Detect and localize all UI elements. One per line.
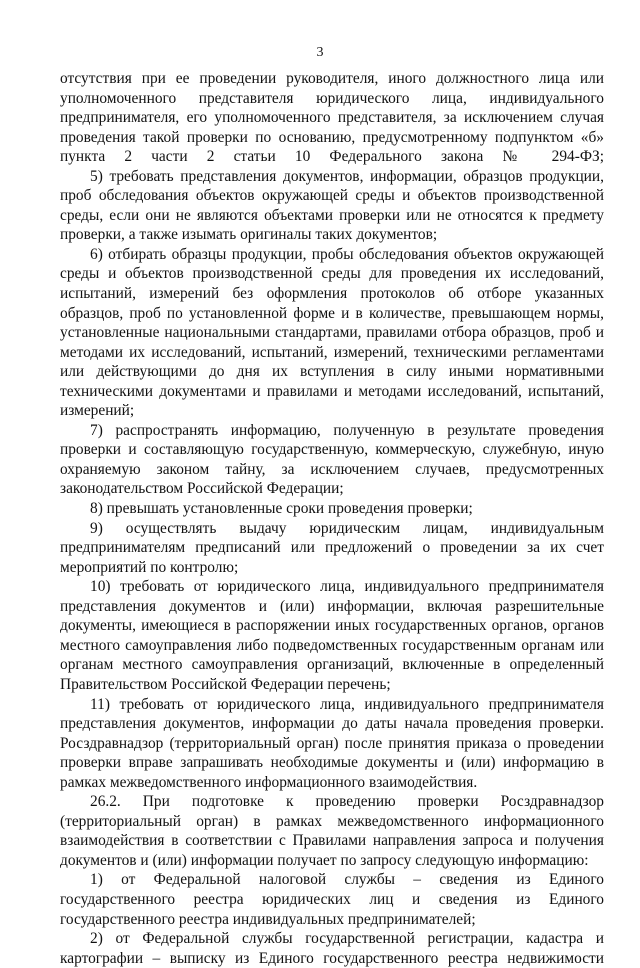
body-text bbox=[60, 69, 604, 968]
paragraph-section-26-2: 26.2. При подготовке к проведению проверки Росздравнадзор (территориальный орган) в рамках межведомственного информационного взаимодействия в соответствии с Правилами направления запроса и получения документов и (или) информации получает по запросу следующую информацию: bbox=[60, 793, 604, 869]
paragraph-item-8: 8) превышать установленные сроки проведения проверки; bbox=[90, 500, 473, 518]
paragraph-item-5: 5) требовать представления документов, информации, образцов продукции, проб обследования объектов окружающей среды и объектов производственной среды, если они не являются объектами проверки или не относятся к предмету проверки, а также изымать оригиналы таких документов; bbox=[60, 167, 604, 244]
paragraph-item-6: 6) отбирать образцы продукции, пробы обследования объектов окружающей среды и объектов производственной среды для проведения их исследований, испытаний, измерений без оформления протоколов об отборе указанных образцов, проб по установленной форме и в количестве, превышающем нормы, установленные национальными стандартами, правилами отбора образцов, проб и методами их исследований, испытаний, измерений, техническими регламентами или действующими до дня их вступления в силу иными нормативными техническими документами и правилами и методами исследований, испытаний, измерений; bbox=[60, 245, 604, 420]
paragraph-item-11: 11) требовать от юридического лица, индивидуального предпринимателя представления документов, информации до даты начала проведения проверки. Росздравнадзор (территориальный орган) после принятия приказа о проведении проверки вправе запрашивать необходимые документы и (или) информацию в рамках межведомственного информационного взаимодействия. bbox=[60, 695, 604, 791]
paragraph-item-10: 10) требовать от юридического лица, индивидуального предпринимателя представления документов и (или) информации, включая разрешительные документы, имеющиеся в распоряжении иных государственных органов, органов местного самоуправления либо подведомственных государственным органам или органам местного самоуправления организаций, включенные в определенный Правительством Российской Федерации перечень; bbox=[60, 578, 604, 693]
paragraph-item-7: 7) распространять информацию, полученную в результате проведения проверки и составляющую государственную, коммерческую, служебную, иную охраняемую законом тайну, за исключением случаев, предусмотренных законодательством Российской Федерации; bbox=[60, 421, 604, 498]
paragraph-continuation: отсутствия при ее проведении руководителя, иного должностного лица или уполномоченного представителя юридического лица, индивидуального предпринимателя, его уполномоченного представителя, за исключением случая проведения такой проверки по основанию, предусмотренному подпунктом «б» пункта 2 части 2 статьи 10 Федерального закона № 294-ФЗ; bbox=[60, 70, 604, 166]
paragraph-subitem-2: 2) от Федеральной службы государственной регистрации, кадастра и картографии – выписку из Единого государственного реестра недвижимости bbox=[60, 930, 604, 967]
paragraph-subitem-1: 1) от Федеральной налоговой службы – сведения из Единого государственного реестра юридических лиц и сведения из Единого государственного реестра индивидуальных предпринимателей; bbox=[60, 871, 604, 928]
page-number: 3 bbox=[316, 45, 324, 60]
paragraph-item-9: 9) осуществлять выдачу юридическим лицам, индивидуальным предпринимателям предписаний или предложений о проведении за их счет мероприятий по контролю; bbox=[60, 519, 604, 576]
